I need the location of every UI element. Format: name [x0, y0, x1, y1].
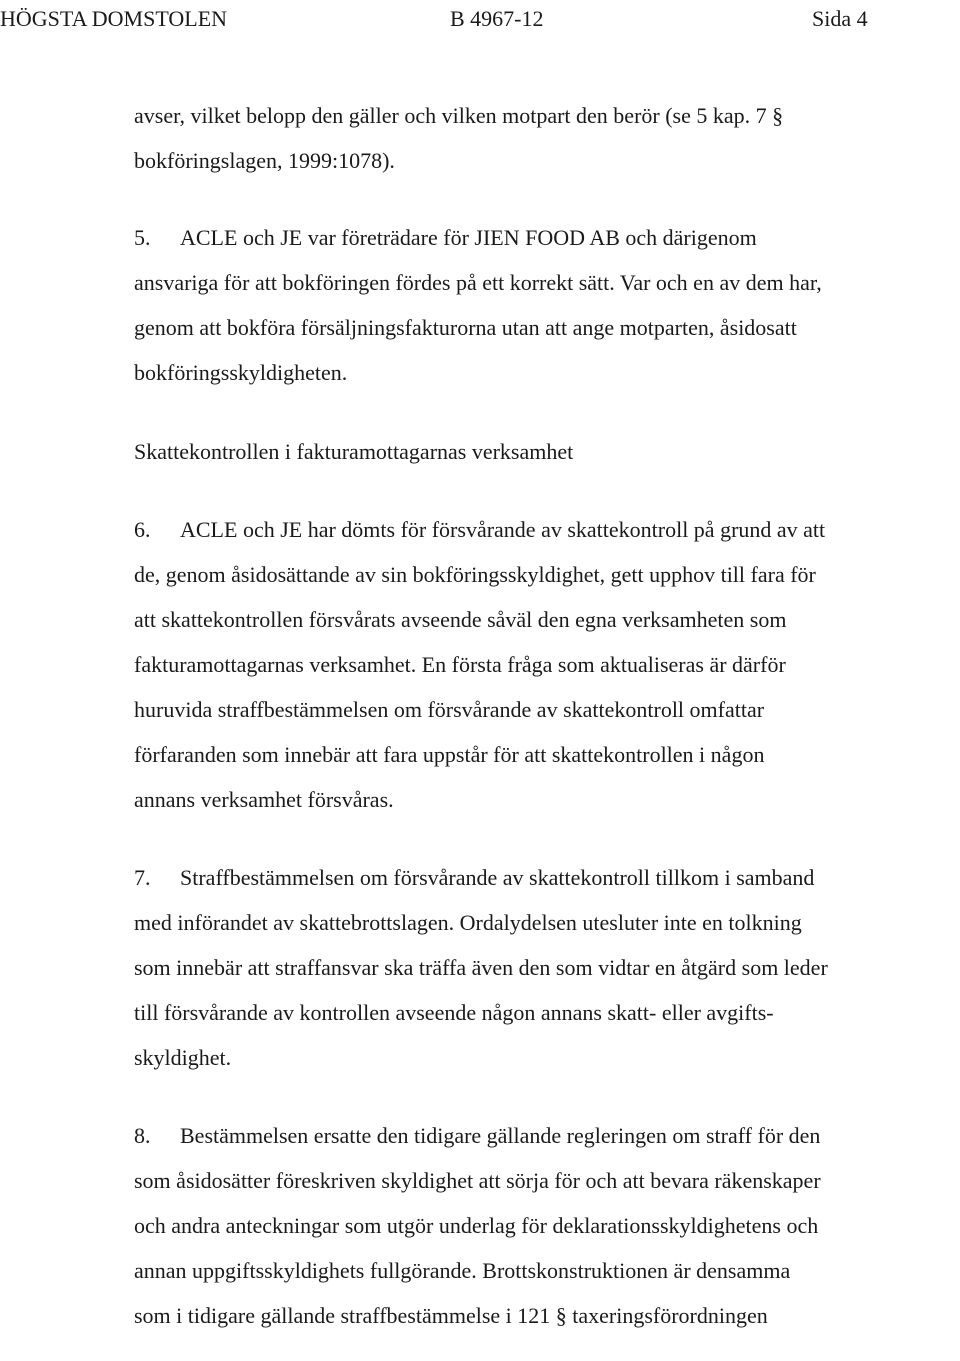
- text-line: genom att bokföra försäljningsfakturorna utan att ange motparten, åsidosatt: [134, 315, 797, 340]
- text-line: och andra anteckningar som utgör underlag för deklarationsskyldighetens och: [134, 1213, 819, 1238]
- text-line: som innebär att straffansvar ska träffa även den som vidtar en åtgärd som leder: [134, 955, 828, 980]
- intro-paragraph: [134, 93, 934, 183]
- paragraph-6: [134, 507, 934, 822]
- text-line: att skattekontrollen försvårats avseende såväl den egna verksamheten som: [134, 607, 787, 632]
- court-name: HÖGSTA DOMSTOLEN: [0, 6, 228, 31]
- text-line: som åsidosätter föreskriven skyldighet att sörja för och att bevara räkenskaper: [134, 1168, 821, 1193]
- case-number: B 4967-12: [450, 6, 544, 31]
- page-number: Sida 4: [812, 6, 868, 31]
- text-line: förfaranden som innebär att fara uppstår för att skattekontrollen i någon: [134, 742, 765, 767]
- section-heading: Skattekontrollen i fakturamottagarnas verksamhet: [134, 439, 574, 464]
- paragraph-8: [134, 1113, 934, 1338]
- text-line: ansvariga för att bokföringen fördes på ett korrekt sätt. Var och en av dem har,: [134, 270, 822, 295]
- text-line: huruvida straffbestämmelsen om försvårande av skattekontroll omfattar: [134, 697, 765, 722]
- text-line: bokföringslagen, 1999:1078).: [134, 148, 395, 173]
- paragraph-5: [134, 215, 934, 395]
- text-line: [134, 1113, 934, 1158]
- text-line: [134, 215, 934, 260]
- text-line: [134, 507, 934, 552]
- paragraph-7: [134, 855, 934, 1080]
- paragraph-text: Straffbestämmelsen om försvårande av skattekontroll tillkom i samband: [180, 865, 815, 890]
- paragraph-number: 6.: [134, 517, 151, 542]
- text-line: skyldighet.: [134, 1045, 232, 1070]
- paragraph-number: 5.: [134, 225, 151, 250]
- text-line: bokföringsskyldigheten.: [134, 360, 348, 385]
- text-line: fakturamottagarnas verksamhet. En första fråga som aktualiseras är därför: [134, 652, 786, 677]
- text-line: som i tidigare gällande straffbestämmelse i 121 § taxeringsförordningen: [134, 1303, 768, 1328]
- paragraph-text: Bestämmelsen ersatte den tidigare gällande regleringen om straff för den: [180, 1123, 821, 1148]
- paragraph-number: 7.: [134, 865, 151, 890]
- document-body: [134, 93, 934, 1338]
- paragraph-number: 8.: [134, 1123, 151, 1148]
- text-line: [134, 855, 934, 900]
- text-line: annan uppgiftsskyldighets fullgörande. Brottskonstruktionen är densamma: [134, 1258, 791, 1283]
- paragraph-text: ACLE och JE var företrädare för JIEN FOOD AB och därigenom: [180, 225, 757, 250]
- text-line: de, genom åsidosättande av sin bokföringsskyldighet, gett upphov till fara för: [134, 562, 816, 587]
- text-line: annans verksamhet försvåras.: [134, 787, 394, 812]
- text-line: avser, vilket belopp den gäller och vilken motpart den berör (se 5 kap. 7 §: [134, 103, 784, 128]
- text-line: med införandet av skattebrottslagen. Ordalydelsen utesluter inte en tolkning: [134, 910, 802, 935]
- text-line: till försvårande av kontrollen avseende någon annans skatt- eller avgifts-: [134, 1000, 774, 1025]
- paragraph-text: ACLE och JE har dömts för försvårande av skattekontroll på grund av att: [180, 517, 826, 542]
- page-header: [0, 2, 960, 36]
